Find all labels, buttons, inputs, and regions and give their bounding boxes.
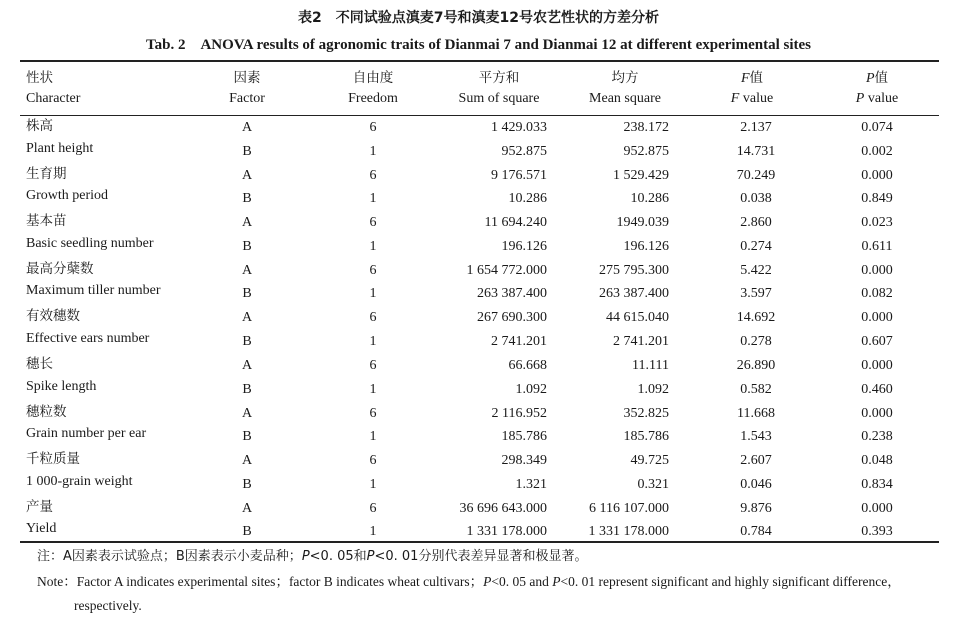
cell-df: 6 [369, 167, 377, 183]
note-zh: 注：A因素表示试验点；B因素表示小麦品种；P<0. 05和P<0. 01分别代表差异显著和极显著。 [37, 549, 588, 564]
cell-f: 26.890 [736, 358, 776, 373]
character-name-zh: 千粒质量 [26, 451, 80, 468]
cell-ms: 185.786 [623, 429, 669, 445]
cell-factor: B [242, 524, 252, 540]
cell-f: 0.278 [740, 333, 772, 349]
cell-f: 14.692 [736, 310, 776, 326]
cell-ms: 49.725 [630, 453, 669, 469]
table-top-rule [20, 60, 939, 62]
cell-f: 5.422 [740, 262, 772, 278]
cell-p: 0.460 [861, 381, 893, 397]
cell-p: 0.000 [861, 167, 893, 183]
cell-df: 6 [369, 310, 377, 326]
cell-factor: B [242, 143, 252, 159]
cell-factor: B [242, 429, 252, 445]
cell-p: 0.607 [861, 333, 893, 349]
cell-f: 11.668 [737, 405, 775, 421]
character-name-en: Basic seedling number [26, 235, 154, 251]
cell-ms: 238.172 [623, 120, 669, 135]
cell-factor: A [241, 405, 253, 421]
cell-p: 0.082 [861, 286, 893, 302]
cell-f: 3.597 [740, 286, 772, 302]
cell-f: 9.876 [740, 500, 772, 516]
header-ms-en: Mean square [589, 91, 661, 106]
cell-p: 0.611 [861, 238, 893, 254]
cell-ss: 1 654 772.000 [466, 262, 547, 278]
cell-ss: 952.875 [501, 143, 547, 159]
character-name-en: Maximum tiller number [26, 283, 161, 299]
cell-p: 0.849 [861, 191, 893, 207]
cell-p: 0.000 [861, 500, 893, 516]
cell-df: 1 [369, 238, 377, 254]
cell-factor: B [242, 333, 252, 349]
cell-ss: 11 694.240 [484, 215, 547, 231]
cell-p: 0.000 [861, 358, 893, 373]
header-freedom-zh: 自由度 [352, 70, 394, 86]
cell-df: 6 [369, 215, 377, 231]
cell-df: 6 [369, 358, 377, 373]
cell-df: 1 [369, 286, 377, 302]
cell-ss: 1.092 [515, 381, 547, 397]
header-ss-zh: 平方和 [478, 70, 520, 86]
cell-factor: A [241, 453, 253, 469]
cell-factor: A [241, 310, 253, 326]
cell-ss: 185.786 [501, 429, 547, 445]
cell-df: 1 [369, 143, 377, 159]
cell-ss: 9 176.571 [491, 167, 547, 183]
character-name-zh: 基本苗 [26, 213, 67, 230]
cell-ss: 263 387.400 [477, 286, 547, 302]
cell-factor: A [241, 358, 253, 373]
cell-df: 1 [369, 381, 377, 397]
cell-ms: 44 615.040 [606, 310, 669, 326]
header-p-en: P value [855, 91, 899, 106]
cell-ms: 352.825 [623, 405, 669, 421]
character-name-zh: 株高 [26, 118, 53, 134]
cell-f: 0.038 [740, 191, 772, 207]
cell-p: 0.023 [861, 215, 893, 231]
cell-ms: 1 529.429 [613, 167, 669, 183]
cell-p: 0.000 [861, 262, 893, 278]
header-f-en: F value [730, 91, 774, 106]
header-f-zh: F值 [740, 70, 764, 86]
character-name-zh: 穗长 [26, 356, 53, 372]
character-name-en: Plant height [26, 140, 94, 156]
cell-df: 1 [369, 191, 377, 207]
cell-p: 0.000 [861, 405, 893, 421]
character-name-en: Growth period [26, 188, 109, 204]
cell-df: 1 [369, 333, 377, 349]
cell-df: 1 [369, 524, 377, 540]
cell-df: 1 [369, 476, 377, 492]
cell-ms: 11.111 [632, 358, 669, 373]
header-character-zh: 性状 [26, 70, 53, 86]
character-name-zh: 有效穗数 [26, 308, 80, 325]
cell-ms: 1.092 [637, 381, 669, 397]
cell-f: 0.582 [740, 381, 772, 397]
cell-p: 0.393 [861, 524, 893, 540]
header-factor-zh: 因素 [233, 70, 261, 86]
table-caption-en: Tab. 2 ANOVA results of agronomic traits of Dianmai 7 and Dianmai 12 at different experimental sites [146, 37, 811, 53]
cell-p: 0.002 [861, 143, 893, 159]
cell-ss: 1 331 178.000 [466, 524, 547, 540]
cell-f: 2.137 [740, 120, 772, 135]
cell-f: 0.784 [740, 524, 772, 540]
cell-ms: 0.321 [637, 476, 669, 492]
header-character-en: Character [26, 91, 81, 106]
cell-ms: 2 741.201 [613, 333, 669, 349]
note-en-continued: respectively. [74, 598, 142, 613]
character-name-en: Effective ears number [26, 330, 150, 346]
character-name-en: Spike length [26, 378, 97, 394]
cell-ss: 36 696 643.000 [459, 500, 547, 516]
character-name-zh: 生育期 [26, 165, 67, 182]
cell-f: 14.731 [736, 143, 776, 159]
cell-df: 6 [369, 262, 377, 278]
cell-factor: B [242, 381, 252, 397]
header-factor-en: Factor [229, 91, 265, 106]
cell-p: 0.074 [861, 120, 893, 135]
cell-factor: A [241, 120, 253, 135]
cell-df: 6 [369, 405, 377, 421]
cell-ms: 6 116 107.000 [589, 500, 669, 516]
cell-ms: 1 331 178.000 [588, 524, 669, 540]
cell-f: 0.274 [740, 238, 772, 254]
cell-f: 2.607 [740, 453, 772, 469]
cell-df: 6 [369, 120, 377, 135]
cell-df: 6 [369, 500, 377, 516]
header-freedom-en: Freedom [348, 91, 398, 106]
cell-f: 1.543 [740, 429, 772, 445]
cell-factor: A [241, 500, 253, 516]
cell-ms: 952.875 [623, 143, 669, 159]
cell-factor: B [242, 191, 252, 207]
character-name-zh: 穗粒数 [26, 403, 67, 420]
character-name-zh: 产量 [26, 498, 53, 515]
cell-ss: 267 690.300 [477, 310, 547, 326]
cell-p: 0.238 [861, 429, 893, 445]
table-caption-zh: 表2 不同试验点滇麦7号和滇麦12号农艺性状的方差分析 [298, 10, 659, 26]
table-header-rule [20, 115, 939, 116]
cell-p: 0.000 [861, 310, 893, 326]
cell-ss: 10.286 [508, 191, 547, 207]
cell-ss: 298.349 [501, 453, 547, 469]
cell-f: 2.860 [740, 215, 772, 231]
cell-factor: A [241, 167, 253, 183]
cell-f: 70.249 [736, 167, 776, 183]
header-ss-en: Sum of square [458, 91, 540, 106]
cell-p: 0.048 [861, 453, 893, 469]
cell-df: 6 [369, 453, 377, 469]
cell-ss: 1 429.033 [491, 120, 547, 135]
cell-factor: A [241, 262, 253, 278]
cell-ss: 196.126 [501, 238, 547, 254]
table-bottom-rule [20, 541, 939, 543]
cell-df: 1 [369, 429, 377, 445]
character-name-en: Yield [26, 521, 57, 537]
cell-ss: 2 116.952 [491, 405, 547, 421]
cell-ss: 66.668 [508, 358, 547, 373]
cell-ms: 263 387.400 [599, 286, 669, 302]
note-en: Note：Factor A indicates experimental sites；factor B indicates wheat cultivars；P<0. 05 and P<0. 01 represent significant and highly significant difference， [37, 574, 901, 589]
cell-f: 0.046 [740, 476, 772, 492]
cell-factor: B [242, 286, 252, 302]
character-name-en: 1 000-grain weight [26, 473, 133, 489]
cell-factor: B [242, 238, 252, 254]
header-p-zh: P值 [865, 70, 889, 86]
cell-ms: 196.126 [623, 238, 669, 254]
character-name-en: Grain number per ear [26, 426, 147, 442]
cell-ss: 2 741.201 [491, 333, 547, 349]
header-ms-zh: 均方 [611, 70, 639, 86]
cell-factor: A [241, 215, 253, 231]
cell-ms: 10.286 [630, 191, 669, 207]
cell-p: 0.834 [861, 476, 893, 492]
cell-ss: 1.321 [515, 476, 547, 492]
cell-ms: 1949.039 [616, 215, 669, 231]
cell-factor: B [242, 476, 252, 492]
cell-ms: 275 795.300 [599, 262, 669, 278]
character-name-zh: 最高分蘖数 [26, 260, 94, 277]
